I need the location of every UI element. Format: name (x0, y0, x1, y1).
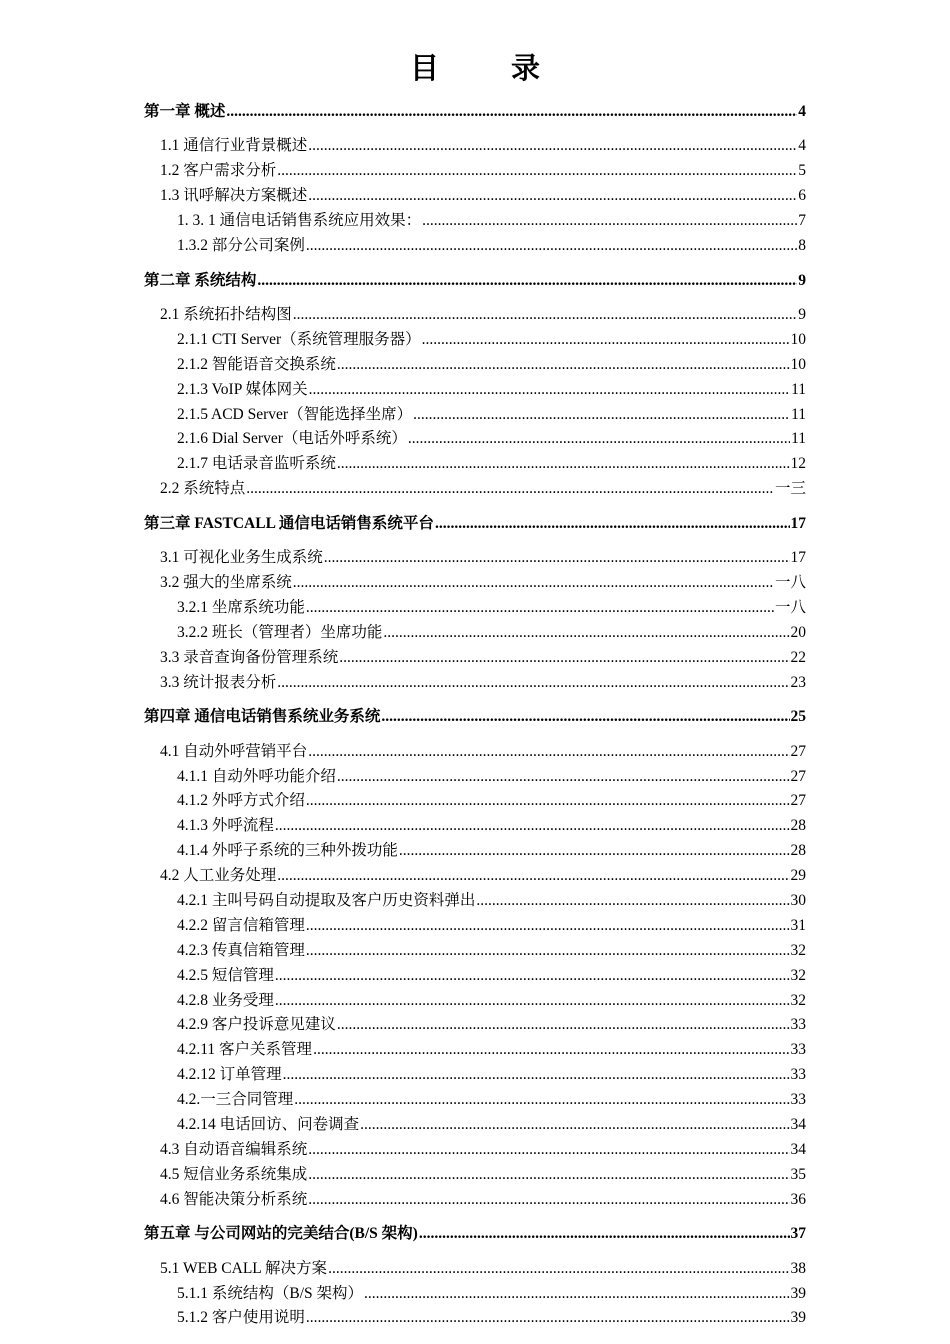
toc-entry-label: 2.1.7 电话录音监听系统 (177, 455, 336, 473)
toc-page-number: 4 (798, 137, 806, 155)
toc-leader-dots (275, 989, 790, 1014)
toc-leader-dots (419, 1222, 790, 1247)
toc-entry[interactable] (144, 1163, 806, 1188)
toc-leader-dots (277, 671, 789, 696)
toc-entry[interactable] (144, 1188, 806, 1213)
toc-entry-label: 4.2 人工业务处理 (160, 867, 277, 885)
toc-entry[interactable] (144, 839, 806, 864)
toc-page-number: 32 (790, 941, 806, 959)
toc-chapter-entry[interactable] (144, 705, 806, 730)
toc-leader-dots (257, 269, 797, 294)
toc-leader-dots (294, 1088, 789, 1113)
toc-entry[interactable] (144, 353, 806, 378)
toc-page-number: 10 (790, 355, 806, 373)
toc-entry[interactable] (144, 378, 806, 403)
toc-entry-label: 4.6 智能决策分析系统 (160, 1190, 308, 1208)
toc-entry[interactable] (144, 159, 806, 184)
toc-entry-label: 4.2.14 电话回访、问卷调查 (177, 1116, 360, 1133)
toc-entry-label: 5.1 WEB CALL 解决方案 (160, 1259, 328, 1277)
toc-page-number: 20 (790, 623, 806, 641)
toc-leader-dots (306, 1306, 790, 1331)
toc-leader-dots (308, 184, 797, 209)
toc-page-number: 6 (798, 187, 806, 205)
toc-entry[interactable] (144, 1257, 806, 1282)
toc-leader-dots (277, 159, 797, 184)
toc-leader-dots (313, 1038, 789, 1063)
toc-page-number: 25 (790, 708, 806, 726)
toc-entry[interactable] (144, 1038, 806, 1063)
toc-entry-label: 2.2 系统特点 (160, 480, 246, 498)
toc-entry-label: 4.1 自动外呼营销平台 (160, 742, 308, 760)
toc-entry-label: 4.2.2 留言信箱管理 (177, 916, 305, 934)
toc-entry-label: 4.2.11 客户关系管理 (177, 1041, 313, 1059)
toc-entry[interactable] (144, 571, 806, 596)
toc-entry-label: 3.2.2 班长（管理者）坐席功能 (177, 623, 383, 641)
toc-entry[interactable] (144, 1063, 806, 1088)
toc-entry-label: 第二章 系统结构 (144, 271, 257, 289)
toc-leader-dots (324, 546, 790, 571)
toc-entry-label: 1. 3. 1 通信电话销售系统应用效果： (177, 212, 422, 230)
toc-entry[interactable] (144, 814, 806, 839)
toc-leader-dots (328, 1257, 789, 1282)
toc-entry-label: 3.3 统计报表分析 (160, 673, 277, 691)
toc-page-number: 27 (790, 767, 806, 785)
toc-entry[interactable] (144, 209, 806, 234)
toc-entry-label: 4.1.2 外呼方式介绍 (177, 792, 305, 810)
toc-leader-dots (308, 1188, 789, 1213)
toc-entry[interactable] (144, 765, 806, 790)
toc-entry[interactable] (144, 914, 806, 939)
toc-page-number: 一八 (774, 574, 806, 592)
toc-page-number: 7 (798, 212, 806, 230)
toc-leader-dots (306, 234, 797, 259)
toc-entry[interactable] (144, 477, 806, 502)
toc-page-number: 33 (790, 1016, 806, 1034)
toc-entry-label: 2.1.3 VoIP 媒体网关 (177, 380, 308, 398)
toc-page-number: 36 (790, 1190, 806, 1208)
toc-leader-dots (364, 1282, 789, 1307)
toc-page-number: 27 (790, 742, 806, 760)
toc-leader-dots (339, 646, 789, 671)
toc-entry-label: 4.2.1 主叫号码自动提取及客户历史资料弹出 (177, 891, 476, 909)
toc-entry-label: 4.2.12 订单管理 (177, 1066, 282, 1084)
toc-leader-dots (277, 864, 789, 889)
toc-page-number: 33 (790, 1091, 806, 1109)
toc-entry[interactable] (144, 889, 806, 914)
toc-leader-dots (360, 1113, 789, 1138)
table-of-contents (144, 100, 806, 1331)
toc-entry-label: 4.1.3 外呼流程 (177, 817, 274, 835)
toc-page-number: 39 (790, 1309, 806, 1327)
toc-leader-dots (413, 403, 790, 428)
toc-leader-dots (308, 134, 797, 159)
toc-page-number: 一三 (774, 480, 806, 498)
toc-entry-label: 4.2.9 客户投诉意见建议 (177, 1016, 336, 1034)
toc-entry-label: 1.3.2 部分公司案例 (177, 237, 305, 255)
toc-page-number: 33 (790, 1041, 806, 1059)
toc-entry[interactable] (144, 184, 806, 209)
toc-page-number: 一八 (774, 599, 806, 616)
toc-entry-label: 5.1.1 系统结构（B/S 架构） (177, 1284, 364, 1302)
toc-entry-label: 4.5 短信业务系统集成 (160, 1165, 308, 1183)
toc-entry[interactable] (144, 403, 806, 428)
toc-leader-dots (337, 765, 790, 790)
toc-page-number: 23 (790, 673, 806, 691)
toc-entry[interactable] (144, 303, 806, 328)
toc-entry-label: 4.2.5 短信管理 (177, 966, 274, 984)
toc-entry[interactable] (144, 452, 806, 477)
toc-entry-label: 4.1.4 外呼子系统的三种外拨功能 (177, 842, 398, 860)
toc-entry-label: 4.2.3 传真信箱管理 (177, 941, 305, 959)
toc-entry-label: 1.1 通信行业背景概述 (160, 137, 308, 155)
toc-entry-label: 第五章 与公司网站的完美结合(B/S 架构) (144, 1225, 418, 1243)
toc-leader-dots (337, 353, 790, 378)
toc-page-number: 9 (798, 306, 806, 324)
toc-entry-label: 4.3 自动语音编辑系统 (160, 1140, 308, 1158)
toc-leader-dots (381, 705, 789, 730)
toc-leader-dots (422, 328, 790, 353)
toc-page-number: 11 (791, 405, 806, 423)
toc-chapter-entry[interactable] (144, 269, 806, 294)
toc-page-number: 34 (790, 1116, 806, 1133)
toc-entry[interactable] (144, 328, 806, 353)
toc-entry-label: 2.1.6 Dial Server（电话外呼系统） (177, 430, 407, 448)
toc-page-number: 34 (790, 1140, 806, 1158)
toc-entry[interactable] (144, 1282, 806, 1307)
toc-leader-dots (408, 427, 790, 452)
toc-page-number: 29 (790, 867, 806, 885)
toc-leader-dots (306, 789, 790, 814)
toc-chapter-entry[interactable] (144, 512, 806, 537)
toc-entry[interactable] (144, 671, 806, 696)
toc-page-number: 12 (790, 455, 806, 473)
toc-page-number: 27 (790, 792, 806, 810)
toc-entry-label: 1.2 客户需求分析 (160, 162, 277, 180)
toc-leader-dots (399, 839, 790, 864)
toc-leader-dots (275, 964, 790, 989)
toc-leader-dots (308, 740, 789, 765)
toc-page-number: 38 (790, 1259, 806, 1277)
toc-entry-label: 第三章 FASTCALL 通信电话销售系统平台 (144, 514, 434, 532)
toc-entry-label: 5.1.2 客户使用说明 (177, 1309, 305, 1327)
toc-page-number: 17 (790, 514, 806, 532)
toc-page-number: 32 (790, 991, 806, 1009)
toc-entry-label: 4.2.8 业务受理 (177, 991, 274, 1009)
page-title (0, 46, 950, 87)
toc-page-number: 17 (790, 549, 806, 567)
toc-entry-label: 3.3 录音查询备份管理系统 (160, 648, 339, 666)
toc-leader-dots (308, 1163, 789, 1188)
toc-page-number: 4 (798, 103, 806, 120)
toc-page-number: 8 (798, 237, 806, 255)
toc-entry-label: 3.2.1 坐席系统功能 (177, 599, 305, 616)
toc-leader-dots (275, 814, 790, 839)
toc-page-number: 10 (790, 330, 806, 348)
toc-leader-dots (422, 209, 797, 234)
toc-leader-dots (309, 378, 790, 403)
toc-leader-dots (293, 303, 797, 328)
toc-entry[interactable] (144, 939, 806, 964)
toc-page-number: 28 (790, 842, 806, 860)
toc-chapter-entry[interactable] (144, 100, 806, 125)
toc-leader-dots (283, 1063, 790, 1088)
toc-leader-dots (226, 100, 797, 125)
toc-leader-dots (337, 452, 790, 477)
toc-entry[interactable] (144, 789, 806, 814)
toc-chapter-entry[interactable] (144, 1222, 806, 1247)
toc-leader-dots (293, 571, 774, 596)
toc-page-number: 9 (798, 271, 806, 289)
toc-entry[interactable] (144, 621, 806, 646)
toc-entry[interactable] (144, 427, 806, 452)
toc-entry[interactable] (144, 596, 806, 621)
toc-entry[interactable] (144, 989, 806, 1014)
toc-page-number: 5 (798, 162, 806, 180)
toc-leader-dots (306, 939, 790, 964)
title-char-1: 目 (409, 53, 439, 85)
toc-leader-dots (476, 889, 789, 914)
toc-entry[interactable] (144, 964, 806, 989)
toc-entry[interactable] (144, 740, 806, 765)
toc-page-number: 33 (790, 1066, 806, 1084)
toc-page-number: 11 (791, 380, 806, 398)
toc-entry-label: 2.1.1 CTI Server（系统管理服务器） (177, 330, 421, 348)
toc-page-number: 35 (790, 1165, 806, 1183)
toc-leader-dots (306, 914, 790, 939)
toc-entry[interactable] (144, 1306, 806, 1331)
toc-page-number: 32 (790, 966, 806, 984)
toc-entry[interactable] (144, 1113, 806, 1138)
toc-entry[interactable] (144, 1138, 806, 1163)
toc-entry-label: 4.1.1 自动外呼功能介绍 (177, 767, 336, 785)
toc-leader-dots (435, 512, 790, 537)
toc-entry[interactable] (144, 134, 806, 159)
toc-entry[interactable] (144, 864, 806, 889)
toc-leader-dots (306, 596, 774, 621)
toc-leader-dots (308, 1138, 789, 1163)
toc-entry-label: 1.3 讯呼解决方案概述 (160, 187, 308, 205)
toc-entry-label: 第四章 通信电话销售系统业务系统 (144, 708, 381, 726)
toc-entry-label: 第一章 概述 (144, 103, 226, 120)
toc-leader-dots (246, 477, 774, 502)
toc-entry[interactable] (144, 234, 806, 259)
toc-page-number: 37 (790, 1225, 806, 1243)
toc-entry-label: 3.2 强大的坐席系统 (160, 574, 292, 592)
toc-leader-dots (337, 1013, 790, 1038)
toc-entry-label: 2.1 系统拓扑结构图 (160, 306, 292, 324)
toc-entry-label: 2.1.5 ACD Server（智能选择坐席） (177, 405, 413, 423)
title-char-2: 录 (511, 53, 541, 85)
toc-leader-dots (383, 621, 789, 646)
toc-entry[interactable] (144, 1088, 806, 1113)
toc-entry[interactable] (144, 646, 806, 671)
toc-entry-label: 4.2.一三合同管理 (177, 1091, 294, 1109)
toc-entry[interactable] (144, 1013, 806, 1038)
toc-entry[interactable] (144, 546, 806, 571)
toc-page-number: 22 (790, 648, 806, 666)
toc-entry-label: 3.1 可视化业务生成系统 (160, 549, 323, 567)
toc-entry-label: 2.1.2 智能语音交换系统 (177, 355, 336, 373)
toc-page-number: 30 (790, 891, 806, 909)
toc-page-number: 28 (790, 817, 806, 835)
toc-page-number: 39 (790, 1284, 806, 1302)
toc-page-number: 11 (791, 430, 806, 448)
toc-page-number: 31 (790, 916, 806, 934)
